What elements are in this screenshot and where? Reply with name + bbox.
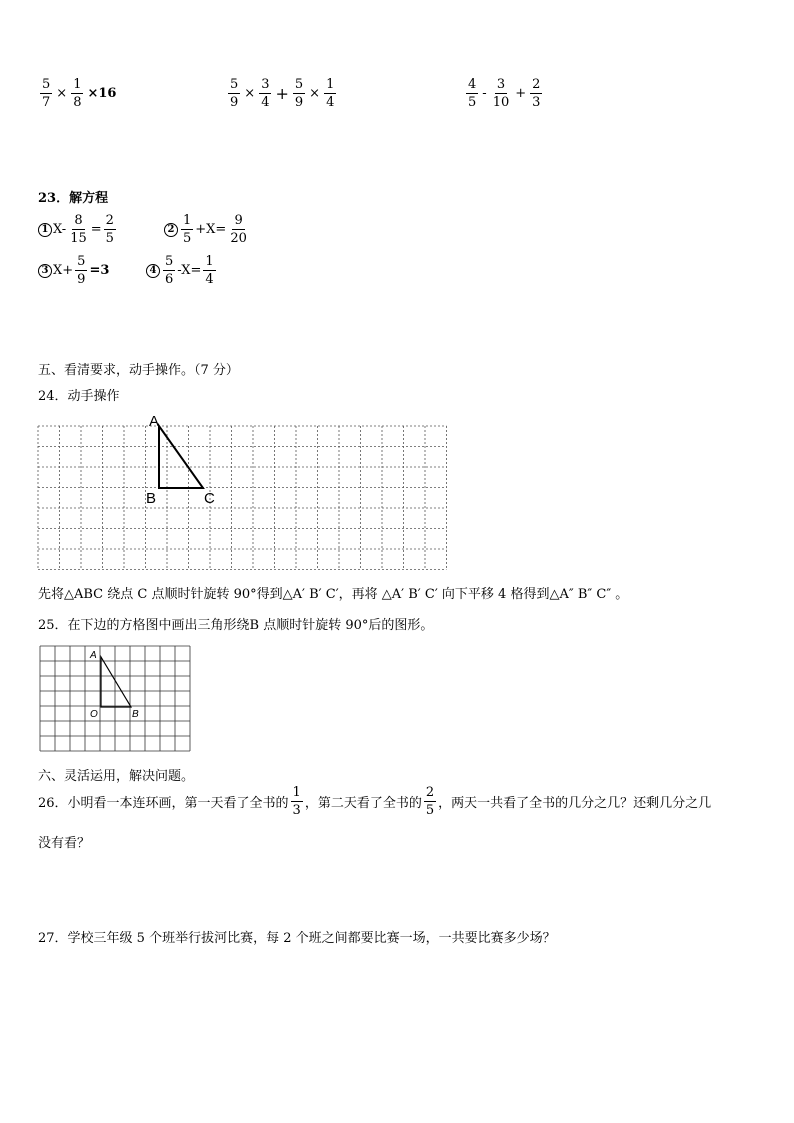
triangle-aob: [101, 657, 131, 707]
vertex-label-b: B: [146, 490, 157, 507]
fraction: $\frac{1}{4}$: [326, 77, 335, 110]
operator: ×: [56, 86, 68, 101]
fraction: $\frac{1}{4}$: [205, 254, 214, 287]
circled-number: 4: [146, 264, 160, 278]
equation-text: X+: [53, 263, 74, 278]
fraction: $\frac{9}{20}$: [230, 213, 247, 246]
operator: ×: [244, 86, 256, 101]
equation-2: [164, 214, 251, 245]
q25-title: 25．在下边的方格图中画出三角形绕B 点顺时针旋转 90°后的图形。: [38, 618, 434, 633]
vertex-label-a: A: [90, 650, 97, 661]
equation-3: [38, 255, 109, 286]
vertex-label-c: C: [204, 490, 215, 507]
fraction: $\frac{2}{3}$: [532, 77, 541, 110]
fraction: $\frac{8}{15}$: [70, 213, 87, 246]
section-6-title: 六、灵活运用，解决问题。: [38, 769, 195, 784]
dashed-grid: [38, 426, 447, 570]
fraction: $\frac{2}{5}$: [105, 213, 114, 246]
equation-text: -X=: [177, 263, 202, 278]
equals: =: [90, 222, 102, 237]
equation-text: X-: [53, 222, 67, 237]
vertex-label-o: O: [90, 709, 98, 720]
q23-title: 23．解方程: [38, 191, 109, 206]
q25-grid-figure: [39, 645, 193, 753]
operator: +: [275, 84, 289, 103]
fraction: $\frac{1}{8}$: [73, 77, 82, 110]
fraction: $\frac{5}{9}$: [77, 254, 86, 287]
fraction: $\frac{5}{6}$: [165, 254, 174, 287]
operator-tail: ×16: [87, 86, 117, 101]
q26-text: 26．小明看一本连环画，第一天看了全书的: [38, 796, 289, 811]
fraction: $\frac{4}{5}$: [468, 77, 477, 110]
section-5-title: 五、看清要求，动手操作。（7 分）: [38, 363, 239, 378]
equation-text: =3: [89, 263, 110, 278]
circled-number: 3: [38, 264, 52, 278]
q26-text: ，第二天看了全书的: [304, 796, 422, 811]
exercise-3: [464, 78, 544, 109]
square-grid: [40, 646, 190, 751]
circled-number: 1: [38, 223, 52, 237]
equation-text: +X=: [195, 222, 227, 237]
fraction: $\frac{5}{7}$: [42, 77, 51, 110]
fraction: $\frac{5}{9}$: [294, 77, 304, 110]
q24-title: 24．动手操作: [38, 389, 120, 404]
vertex-label-a: A: [149, 413, 160, 430]
q24-instruction: 先将△ABC 绕点 C 点顺时针旋转 90°得到△A′ B′ C′，再将 △A′ B′ C′ 向下平移 4 格得到△A″ B″ C″ 。: [38, 587, 629, 602]
circled-number: 2: [164, 223, 178, 237]
fraction: $\frac{1}{5}$: [183, 213, 192, 246]
fraction: $\frac{1}{3}$: [292, 785, 301, 818]
fraction: $\frac{3}{4}$: [261, 77, 270, 110]
vertex-label-b: B: [132, 709, 139, 720]
fraction: $\frac{3}{10}$: [492, 77, 510, 110]
operator: +: [515, 86, 527, 101]
triangle-abc: [159, 426, 203, 488]
equation-4: [146, 255, 218, 286]
operator: ×: [309, 86, 321, 101]
q27-title: 27．学校三年级 5 个班举行拔河比赛，每 2 个班之间都要比赛一场，一共要比赛多少场？: [38, 931, 556, 946]
exercise-1: [38, 78, 118, 109]
q26-line-1: [38, 786, 711, 817]
operator: -: [482, 86, 487, 101]
fraction: $\frac{5}{9}$: [230, 77, 239, 110]
fraction: $\frac{2}{5}$: [425, 785, 435, 818]
q26-text: ，两天一共看了全书的几分之几？还剩几分之几: [438, 796, 712, 811]
q24-grid-figure: [36, 410, 452, 575]
equation-1: [38, 214, 118, 245]
exercise-2: [226, 78, 338, 109]
q26-line-2: 没有看？: [38, 836, 91, 851]
